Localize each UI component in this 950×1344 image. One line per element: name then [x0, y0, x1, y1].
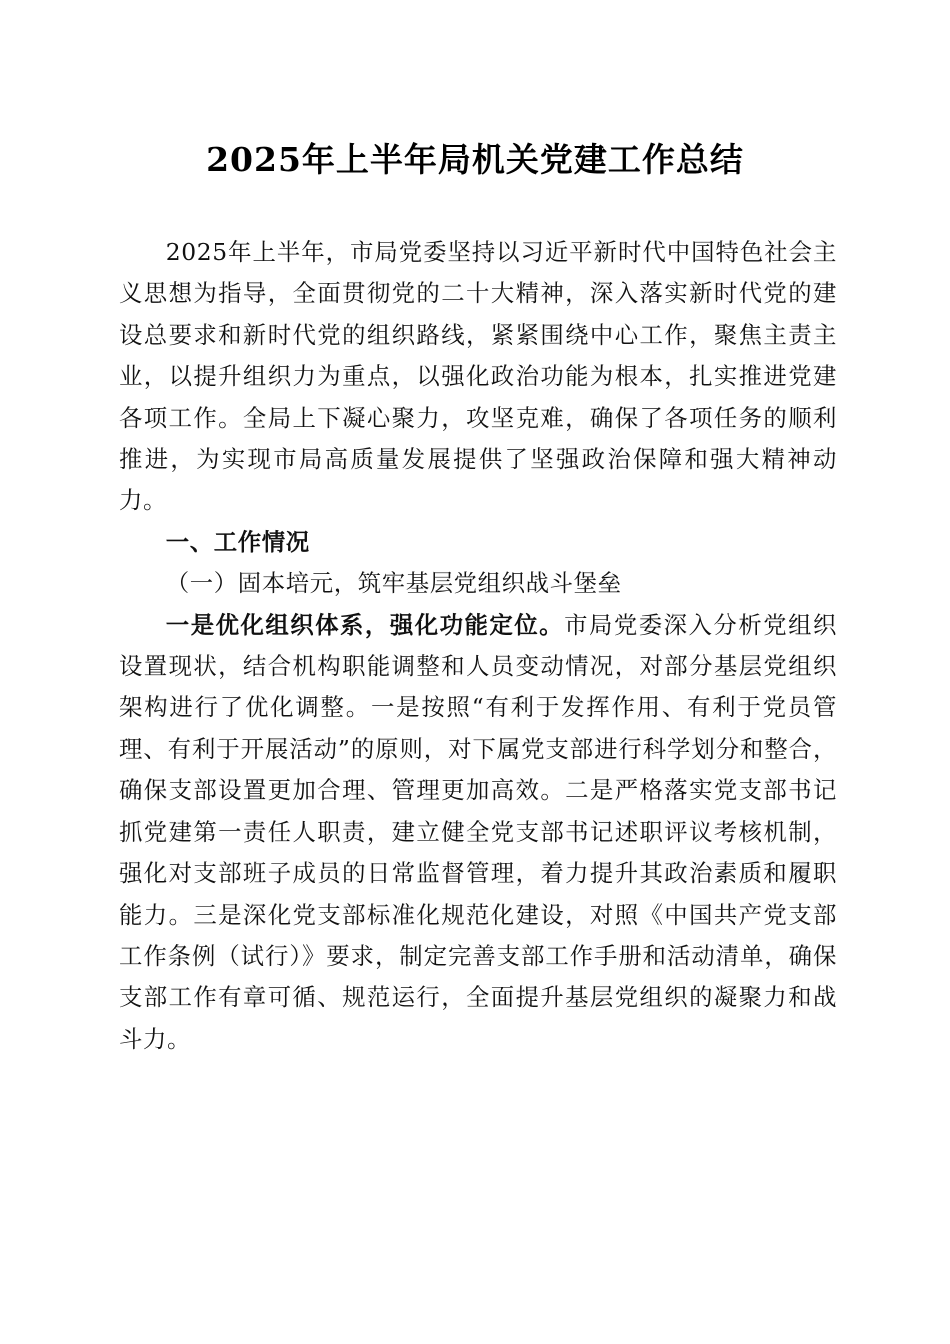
paragraph-body-text: 市局党委深入分析党组织设置现状，结合机构职能调整和人员变动情况，对部分基层党组织架构进行了优化调整。一是按照“有利于发挥作用、有利于党员管理、有利于开展活动”的原则，对下属党支部进行科学划分和整合，确保支部设置更加合理、管理更加高效。二是严格落实党支部书记抓党建第一责任人职责，建立健全党支部书记述职评议考核机制，强化对支部班子成员的日常监督管理，着力提升其政治素质和履职能力。三是深化党支部标准化规范化建设，对照《中国共产党支部工作条例（试行）》要求，制定完善支部工作手册和活动清单，确保支部工作有章可循、规范运行，全面提升基层党组织的凝聚力和战斗力。 [119, 610, 837, 1053]
paragraph-lead-text: 一是优化组织体系，强化功能定位。 [165, 610, 565, 639]
section-heading-work-status: 一、工作情况 [165, 527, 310, 556]
intro-paragraph: 2025年上半年，市局党委坚持以习近平新时代中国特色社会主义思想为指导，全面贯彻党的二十大精神，深入落实新时代党的建设总要求和新时代党的组织路线，紧紧围绕中心工作，聚焦主责主业，以提升组织力为重点，以强化政治功能为根本，扎实推进党建各项工作。全局上下凝心聚力，攻坚克难，确保了各项任务的顺利推进，为实现市局高质量发展提供了坚强政治保障和强大精神动力。 [119, 238, 837, 515]
document-title: 2025年上半年局机关党建工作总结 [206, 140, 744, 179]
subsection-heading-grassroots: （一）固本培元，筑牢基层党组织战斗堡垒 [165, 569, 622, 598]
document-body [119, 232, 837, 1060]
paragraph-organization-system [119, 605, 837, 1060]
